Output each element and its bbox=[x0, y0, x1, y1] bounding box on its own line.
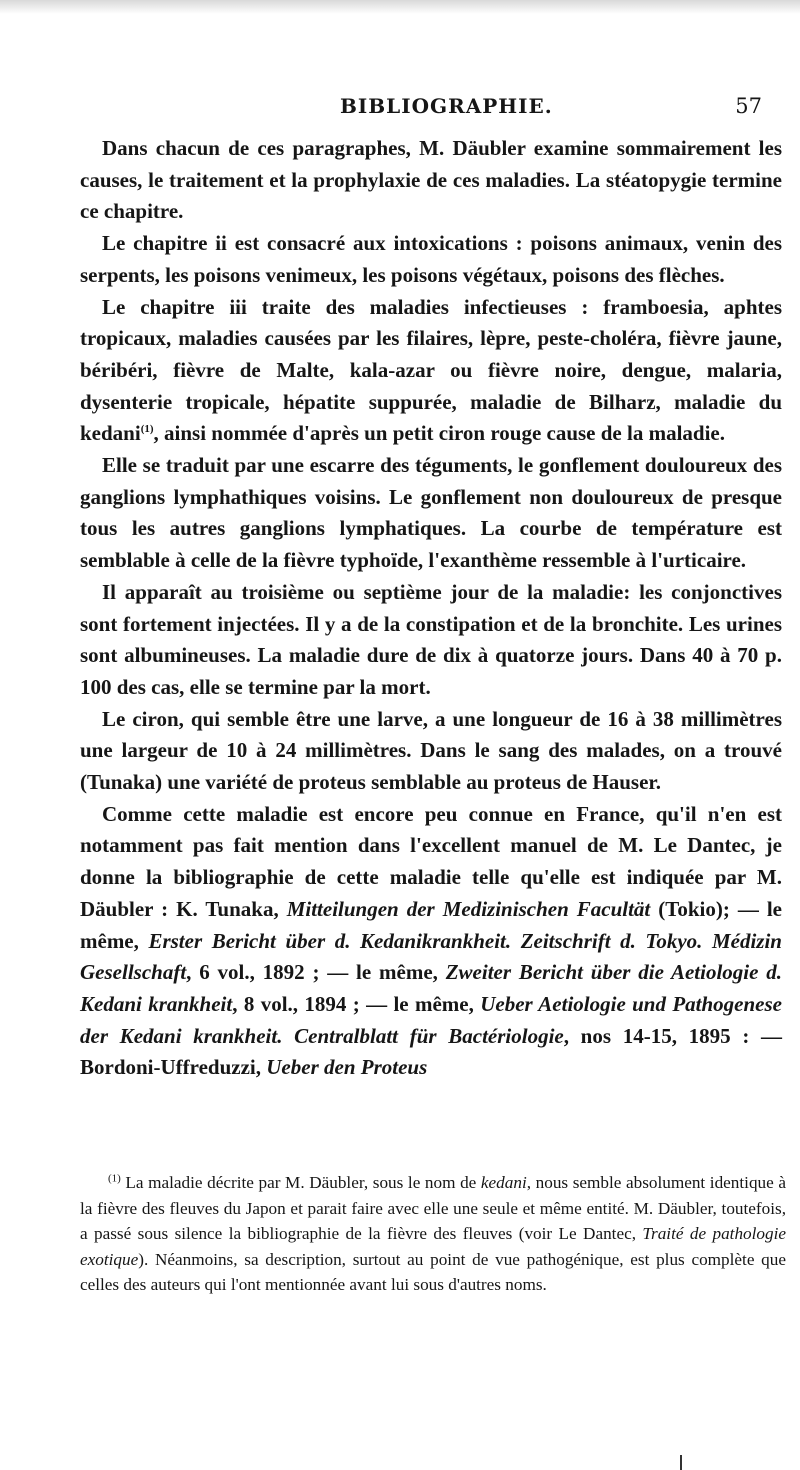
footnote-1 bbox=[80, 1170, 786, 1298]
citation-title: Mitteilungen der Medizinischen Facultät bbox=[286, 896, 651, 921]
bibliography-text: Comme cette maladie est encore peu connue en France, qu'il n'en est notamment pas fait mention dans l'excellent manuel de M. Le Dantec, je donne la bibliographie de cette maladie telle qu'elle est indiquée par M. Däubler : K. Tunaka, bbox=[80, 801, 782, 921]
footnote-italic: kedani bbox=[480, 1173, 527, 1192]
paragraph-4: Elle se traduit par une escarre des téguments, le gonflement douloureux des ganglions lymphathiques voisins. Le gonflement non douloureux de presque tous les autres ganglions lymphatiques. La courbe de température est semblable à celle de la fièvre typhoïde, l'exanthème ressemble à l'urticaire. bbox=[80, 453, 782, 573]
paragraph-7 bbox=[80, 799, 782, 1084]
citation-title: Zweiter Bericht über die Aetiologie d. Kedani krankheit bbox=[80, 960, 782, 1016]
scan-mark bbox=[680, 1455, 682, 1470]
paragraph-6: Le ciron, qui semble être une larve, a une longueur de 16 à 38 millimètres une largeur de 10 à 24 millimètres. Dans le sang des malades, on a trouvé (Tunaka) une variété de proteus semblable au proteus de Hauser. bbox=[80, 706, 782, 795]
footnote-text: La maladie décrite par M. Däubler, sous le nom de bbox=[120, 1173, 481, 1192]
scan-edge bbox=[0, 0, 800, 14]
footnote-text: ). Néanmoins, sa description, surtout au point de vue pathogénique, est plus complète que celles des auteurs qui l'ont mentionnée avant lui sous d'autres noms. bbox=[80, 1249, 786, 1294]
bibliography-text: , 6 vol., 1892 ; — le même, bbox=[186, 960, 446, 985]
bibliography-text: , 8 vol., 1894 ; — le même, bbox=[232, 991, 481, 1016]
citation-title: Ueber den Proteus bbox=[266, 1055, 428, 1080]
paragraph-3-text-end: , ainsi nommée d'après un petit ciron rouge cause de la maladie. bbox=[153, 421, 726, 446]
citation-title: Ueber Aetiologie und Pathogenese der Kedani krankheit. Centralblatt für Bactériologie bbox=[80, 991, 782, 1048]
paragraph-3 bbox=[80, 292, 782, 451]
bibliography-text: , nos 14-15, 1895 : — Bordoni-Uffreduzzi, bbox=[80, 1023, 782, 1080]
paragraph-2: Le chapitre ii est consacré aux intoxications : poisons animaux, venin des serpents, les poisons venimeux, les poisons végétaux, poisons des flèches. bbox=[80, 231, 782, 287]
page-header bbox=[80, 94, 800, 124]
body-text bbox=[80, 133, 782, 1084]
citation-title: Erster Bericht über d. Kedanikrankheit. Zeitschrift d. Tokyo. Médizin Gesellschaft bbox=[80, 928, 782, 985]
footnote-italic: Traité de pathologie exotique bbox=[80, 1224, 786, 1269]
footnote-marker: (1) bbox=[108, 1172, 121, 1185]
paragraph-3-text: Le chapitre iii traite des maladies infectieuses : framboesia, aphtes tropicaux, maladies causées par les filaires, lèpre, peste-choléra, fièvre jaune, béribéri, fièvre de Malte, kala-azar ou fièvre noire, dengue, malaria, dysenterie tropicale, hépatite suppurée, maladie de Bilharz, maladie du kedani bbox=[80, 294, 782, 446]
page-number: 57 bbox=[735, 94, 762, 118]
running-title: BIBLIOGRAPHIE. bbox=[340, 94, 553, 118]
footnotes bbox=[80, 1170, 786, 1298]
paragraph-5: Il apparaît au troisième ou septième jour de la maladie: les conjonctives sont fortement injectées. Il y a de la constipation et de la bronchite. Les urines sont albumineuses. La maladie dure de dix à quatorze jours. Dans 40 à 70 p. 100 des cas, elle se termine par la mort. bbox=[80, 579, 782, 699]
bibliography-text: (Tokio); — le même, bbox=[80, 896, 782, 953]
footnote-reference: (1) bbox=[140, 423, 154, 436]
paragraph-1: Dans chacun de ces paragraphes, M. Däubler examine sommairement les causes, le traitement et la prophylaxie de ces maladies. La stéatopygie termine ce chapitre. bbox=[80, 136, 782, 224]
footnote-text: , nous semble absolument identique à la fièvre des fleuves du Japon et parait faire avec elle une seule et même entité. M. Däubler, toutefois, a passé sous silence la bibliographie de la fièvre des fleuves (voir Le Dantec, bbox=[80, 1173, 786, 1243]
